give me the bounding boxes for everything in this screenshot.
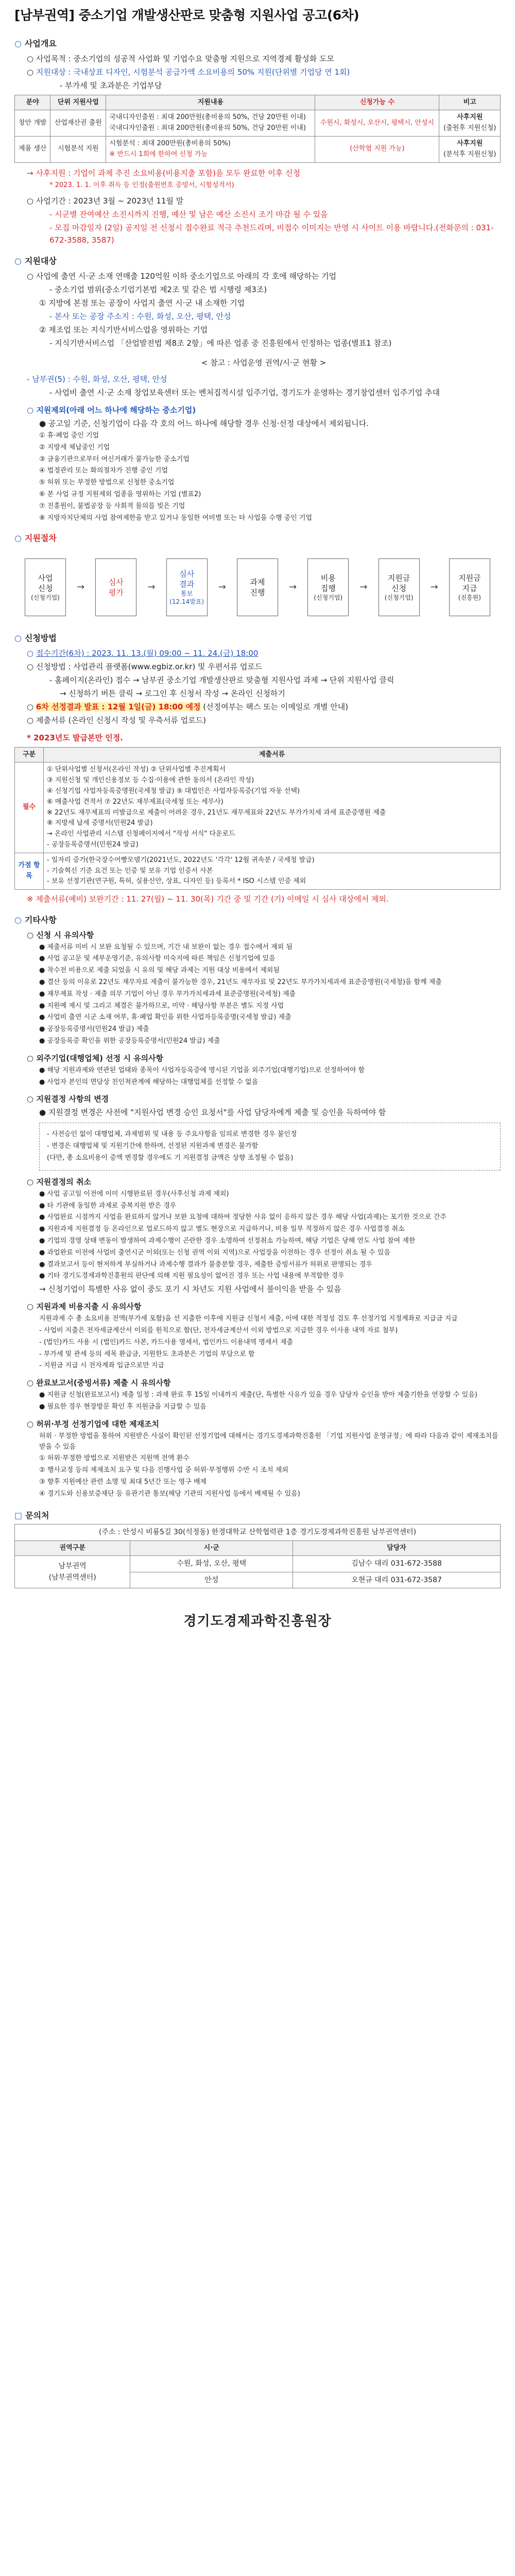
app-submit: ○ 제출서류 (온라인 신청시 작성 및 우측서류 업로드)	[27, 715, 206, 725]
overview-purpose: ○ 사업목적 : 중소기업의 성공적 사업화 및 기업수요 맞춤형 지원으로 지역경제 활성화 도모	[27, 54, 335, 63]
list-item: ⑦ 진흥원이, 불법공장 등 사회적 물의를 빚은 기업	[39, 502, 185, 510]
table-row: 안성 오현규 대리 031-672-3587	[15, 1572, 501, 1588]
circle-bullet-icon: ○	[14, 39, 22, 48]
list-item: - 지원금 지급 시 전자계좌 입금으로만 지급	[39, 1362, 164, 1370]
remark-sub: * 2023. 1. 1. 이후 취득 등 인정(출원번호 증빙서, 시험성적서)	[49, 181, 234, 189]
th-area: 분야	[15, 95, 50, 110]
list-item: ① 허위·부정한 방법으로 지원받은 지원액 전액 환수	[39, 1454, 190, 1463]
section-notes: ○ 기타사항	[14, 915, 57, 925]
list-item: ② 지방세 체납중인 기업	[39, 443, 110, 451]
th-content: 지원내용	[106, 95, 315, 110]
list-item: 지원과제 수 총 소요비용 전액(부가세 포함)을 선 지출한 이후에 지원금 신청서 제출, 이에 대한 적정성 검토 후 선정기업 지정계좌로 지급금 지급	[39, 1315, 458, 1323]
doc-line: - 일자리 증가(한국장수어빵모델기(2021년도, 2022년도 '각각' 12월 귀속분 / 국세청 발급)	[47, 856, 315, 864]
list-item: ● 사업자 본인의 면담상 친인척관계에 해당하는 대행업체를 선정할 수 없음	[39, 1078, 259, 1086]
list-item: ④ 법정관리 또는 화의절차가 진행 중인 기업	[39, 467, 168, 475]
period-note-2: - 모집 마감일자 (2일) 공지일 전 신청시 접수완료 적극 추천드리며, 비접수 이미지는 반영 시 사이트 이용 바랍니다.(전화문의 : 031-672-3588, 3587)	[49, 223, 494, 245]
th-documents: 제출서류	[44, 747, 501, 762]
box-line: - 변경은 대행업체 및 지원기간에 한하며, 선정된 지원과제 변경은 불가함	[47, 1142, 259, 1150]
doc-line: ④ 신청기업 사업자등록증명원(국세청 발급) ⑤ 대법인은 사업자등록증(기업 자동 선택)	[47, 787, 300, 795]
fraud-heading: ○ 허위·부정 선정기업에 대한 제재조치	[27, 1419, 160, 1429]
table-row: 제품 생산 시험분석 지원 시험분석 : 최대 200만원(총비용의 50%) ※ 반드시 1회에 한하여 신청 가능 (산학협 지원 가능) 사후지원 (분석후 지원신청)	[15, 136, 501, 162]
foreign-heading: ○ 외주기업(대행업체) 선정 시 유의사항	[27, 1053, 164, 1063]
period-note-1: - 시군별 잔여예산 소진시까지 진행, 예산 및 남은 예산 소진시 조기 마감 될 수 있음	[49, 210, 328, 219]
section-eligibility: ○ 지원대상	[14, 256, 57, 266]
section-contact: □ 문의처	[14, 1510, 49, 1520]
list-item: ⑧ 지방자치단체의 사업 참여제한을 받고 있거나 동일한 여비별 또는 타 사업을 수행 중인 기업	[39, 514, 313, 522]
result-text: ● 지원결정 변경은 사전에 "지원사업 변경 승인 요청서"를 사업 담당자에게 제출 및 승인을 득하여야 함	[39, 1108, 386, 1117]
caution-list	[27, 942, 501, 1047]
th-count: 신청가능 수	[315, 95, 439, 110]
cancel-list	[27, 1189, 501, 1282]
doc-line: ⑧ 지방세 납세 증명서(민원24 발급)	[47, 819, 153, 827]
list-item: ● 필요한 경우 현장방문 확인 후 지원금을 지급할 수 있음	[39, 1403, 207, 1411]
process-step: 심사 결과 통보 (12.14발표)	[166, 558, 208, 616]
process-step: 비용 집행 (신청기업)	[307, 558, 349, 616]
fee-list	[27, 1314, 501, 1371]
caution-heading: ○ 신청 시 유의사항	[27, 930, 94, 940]
doc-line: - 보유 선정기관(연구원, 특허, 실용신안, 상표, 디자인 등) 등록서 * ISO 시스템 인증 제외	[47, 877, 306, 886]
list-item: ② 행사교정 등의 제재조치 요구 및 다음 진행사업 중 허위·부정행위 수반 시 조치 제외	[39, 1466, 288, 1475]
elig-main: ○ 사업에 출연 시·군 소재 연매출 120억원 이하 중소기업으로 아래의 각 호에 해당하는 기업	[27, 271, 337, 281]
region-desc: - 사업비 출연 시·군 소재 창업보육센터 또는 벤처집적시설 입주기업, 경기도가 운영하는 경기창업센터 입주기업 추대	[49, 387, 440, 397]
list-item: - 사업비 지출은 전자세금계산서 이외를 원칙으로 함(단, 전자세금계산서 이외 방법으로 지급한 경우 이사용 내역 자료 첨부)	[39, 1327, 398, 1335]
arrow-right-icon: →	[430, 581, 438, 592]
th-category: 구분	[15, 747, 44, 762]
list-item: ● 결산 등의 이유로 22년도 재무자료 제출이 불가능한 경우, 21년도 재무자료 및 22년도 부가가치세과세 표준증명원(국세청)을 함께 제출	[39, 978, 442, 987]
doc-line: ① 단위사업별 신청서(온라인 작성) ② 단위사업별 추진계획서	[47, 766, 226, 774]
list-item: 허위 · 부정한 방법을 통하여 지원받은 사실이 확인된 선정기업에 대해서는 경기도경제과학진흥원 「기업 지원사업 운영규정」에 따라 다음과 같이 제재조치를 받을 수 있음	[39, 1432, 499, 1451]
table-row: 필수 ① 단위사업별 신청서(온라인 작성) ② 단위사업별 추진계획서 ③ 지원신청 및 개인신용정보 등 수집·이용에 관한 동의서 (온라인 작성) ④ 신청기업 사업자등록증명원(국세청 발급) ⑤ 대법인은 사업자등록증(기업 자동 선택) ⑥ 매출사업 견적서 ⑦ 22년도 재무제표(국세청 또는 세무사) ※ 22년도 재무제표의 미발급으로 제출이 어려운 경우, 21년도 재무제표와 22년도 부가가치세 과세 표준증명원 제출 ⑧ 지방세 납세 증명서(민원24 발급) → 온라인 사업관리 시스템 신청페이지에서 "작성 서식" 다운로드 - 공장등록증명서(민원24 발급)	[15, 762, 501, 853]
elig-main-sub: - 중소기업 범위(중소기업기본법 제2조 및 같은 법 시행령 제3조)	[49, 284, 267, 294]
list-item: ● 타 기관에 동일한 과제로 중복지원 받은 경우	[39, 1201, 177, 1210]
list-item: ● 공장등록증 확인을 위한 공장등록증명서(민원24 발급) 제출	[39, 1037, 220, 1045]
list-item: ● 기타 경기도경제과학진흥원의 판단에 의해 지원 필요성이 없어진 경우 또는 사업 내용에 부적합한 경우	[39, 1272, 345, 1280]
result-box	[39, 1123, 501, 1170]
square-bullet-icon: □	[14, 1510, 23, 1520]
remark: → 사후지원 : 기업이 과제 추진 소요비용(비용지출 포함)을 모두 완료한 이후 신청	[27, 168, 300, 178]
box-line: (다만, 총 소요비용이 증액 변경할 경우에도 기 지원결정 금액은 상향 조정될 수 없음)	[47, 1154, 294, 1162]
circle-bullet-icon: ○	[14, 256, 22, 266]
process-step: 심사 평가	[95, 558, 136, 616]
required-docs	[44, 762, 501, 853]
doc-line: ③ 지원신청 및 개인신용정보 등 수집·이용에 관한 동의서 (온라인 작성)	[47, 776, 254, 785]
list-item: - (법인)카드 사용 시 (법인)카드 사본, 카드사용 명세서, 법인카드 이용내역 명세서 제출	[39, 1338, 294, 1346]
box-line: - 사전승인 없이 대행업체, 과제범위 및 내용 등 주요사항을 임의로 변경한 경우 불인정	[47, 1130, 297, 1139]
list-item: ● 지원금 신청(완료보고서) 제출 일정 : 과제 완료 후 15일 이내까지 제출(단, 특별한 사유가 있을 경우 담당자 승인을 받아 제출기한을 연장할 수 있음)	[39, 1391, 477, 1399]
region-label: - 남부권(5) : 수원, 화성, 오산, 평택, 안성	[27, 374, 167, 384]
exclude-heading: ○ 지원제외(아래 어느 하나에 해당하는 중소기업)	[27, 405, 196, 415]
result-heading: ○ 지원결정 사항의 변경	[27, 1094, 109, 1104]
list-item: - 부가세 및 관세 등의 세목 환급금, 지원한도 초과분은 기업의 부담으로 함	[39, 1350, 255, 1358]
report-list	[27, 1390, 501, 1413]
doc-line: → 온라인 사업관리 시스템 신청페이지에서 "작성 서식" 다운로드	[47, 830, 235, 838]
arrow-right-icon: →	[77, 581, 85, 592]
process-step: 사업 신청 (신청기업)	[25, 558, 66, 616]
overview-target-note: - 부가세 및 초과분은 기업부담	[60, 80, 162, 90]
docs-heading: * 2023년도 발급본만 인정.	[27, 733, 123, 742]
list-item: ● 사업완료 시점까지 사업을 완료하지 않거나 보완 요청에 대하여 정당한 사유 없이 응하지 않은 경우 해당 사업(과제)는 포기한 것으로 간주	[39, 1213, 447, 1222]
doc-line: - 기술혁신 기준 요건 또는 인증 및 보유 기업 인증서 사본	[47, 867, 213, 875]
list-item: ⑤ 허위 또는 부정한 방법으로 신청한 중소기업	[39, 479, 175, 487]
list-item: ⑥ 본 사업 규정 지원제외 업종을 영위하는 기업 (별표2)	[39, 490, 201, 498]
list-item: ● 기업의 경영 상태 변동이 발생하여 과제수행이 곤란한 경우 소명하여 선정취소 가능하며, 해당 기업은 당해 연도 사업 참여 제한	[39, 1237, 416, 1245]
contact-table: (주소 : 안성시 비룡5길 30(석정동) 한경대학교 산학협력관 1층 경기도경제과학진흥원 남부권역센터) 권역구분 시·군 담당자 남부권역 (남부권역센터) 수원, 화성, 오산, 평택 김남수 대리 031-672-3588 안성 오현규 대리 031-672-3587	[14, 1524, 501, 1588]
process-step: 지원금 신청 (신청기업)	[379, 558, 420, 616]
list-item: ① 휴·폐업 중인 기업	[39, 431, 99, 439]
issuer-name: 경기도경제과학진흥원장	[183, 1614, 332, 1630]
list-item: ● 과업완료 이전에 사업비 출연시군 이외(또는 신청 권역 이외 지역)으로 사업장을 이전하는 경우 선정이 취소 될 수 있음	[39, 1248, 390, 1257]
circle-bullet-icon: ○	[14, 633, 22, 643]
elig-item-1: ① 지방에 본점 또는 공장이 사업지 출연 시·군 내 소재한 기업	[39, 298, 245, 308]
app-deadline: ○ 6차 선정결과 발표 : 12월 1일(금) 18:00 예정 (선정여부는 팩스 또는 이메일로 개별 안내)	[27, 702, 349, 711]
list-item: ③ 향후 지원예산 관련 소명 및 최대 5년간 또는 영구 배제	[39, 1478, 207, 1486]
list-item: ● 지원과제 지원결정 등 온라인으로 업로드하지 않고 별도 현장으로 지급하거나, 비용 일부 적정하지 않은 경우 사업결정 취소	[39, 1225, 405, 1233]
cancel-heading: ○ 지원결정의 취소	[27, 1177, 91, 1187]
process-flow	[14, 558, 501, 616]
extra-docs	[44, 853, 501, 889]
list-item: ● 결과보고서 등이 현저하게 부실하거나 과제수행 결과가 불충분할 경우, 제출한 증빙서류가 허위로 판명되는 경우	[39, 1260, 372, 1268]
list-item: ④ 경기도와 신용보증재단 등 유관기관 통보(해당 기관의 지원사업 등에서 배제될 수 있음)	[39, 1489, 300, 1498]
th-unit: 단위 지원사업	[50, 95, 106, 110]
period: ○ 사업기간 : 2023년 3월 ~ 2023년 11월 말	[27, 196, 184, 206]
section-process: ○ 지원절차	[14, 533, 57, 544]
section-overview: ○ 사업개요	[14, 39, 57, 48]
contact-address: (주소 : 안성시 비룡5길 30(석정동) 한경대학교 산학협력관 1층 경기도경제과학진흥원 남부권역센터)	[15, 1524, 501, 1540]
list-item: ● 사업 공고문 및 세부운영기준, 유의사항 미숙지에 따른 책임은 신청기업에 있음	[39, 955, 276, 963]
cancel-note: → 신청기업이 특별한 사유 없이 중도 포기 시 차년도 지원 사업에서 불이익을 받을 수 있음	[39, 1284, 341, 1294]
list-item: ③ 금융기관으로부터 여신거래가 불가능한 중소기업	[39, 455, 190, 463]
list-item: ● 사업비 출연 시군 소재 여부, 휴·폐업 확인을 위한 사업자등록증명(국세청 발급) 제출	[39, 1013, 291, 1022]
table-row: 남부권역 (남부권역센터) 수원, 화성, 오산, 평택 김남수 대리 031-672-3588	[15, 1556, 501, 1572]
doc-line: ※ 22년도 재무제표의 미발급으로 제출이 어려운 경우, 21년도 재무제표와 22년도 부가가치세 과세 표준증명원 제출	[47, 808, 386, 817]
elig-item-2-sub: - 지식기반서비스업 「산업발전법 제8조 2항」에 따른 업종 중 진흥원에서 인정하는 업종(별표1 참조)	[49, 338, 392, 348]
circle-bullet-icon: ○	[14, 533, 22, 544]
overview-table	[14, 95, 501, 163]
process-step: 지원금 지급 (진흥원)	[449, 558, 490, 616]
elig-item-2: ② 제조업 또는 지식기반서비스업을 영위하는 기업	[39, 325, 208, 334]
list-item: ● 착수전 비용으로 제출 되었을 시 유의 및 해당 과제는 지원 대상 비용에서 제외됨	[39, 967, 280, 975]
list-item: ● 재무제표 작성 · 제출 의무 기업이 아닌 경우 부가가치세과세 표준증명원(국세청) 제출	[39, 990, 296, 998]
table-row: 창안 개발 산업재산권 출원 국내디자인출원 : 최대 200만원(총비용의 50%, 건당 20만원 이내) 국내디자인출원 : 최대 200만원(총비용의 50%, 건당 20만원 이내) 수원시, 화성시, 오산시, 평택시, 안성시 사후지원 (출원후 지원신청)	[15, 110, 501, 137]
th-note: 비고	[439, 95, 501, 110]
app-period: ○ 접수기간(6차) : 2023. 11. 13.(월) 09:00 ~ 11. 24.(금) 18:00	[27, 648, 259, 658]
page-title: [남부권역] 중소기업 개발생산판로 맞춤형 지원사업 공고(6차)	[14, 8, 359, 23]
region-box-title: < 참고 : 사업운영 권역/시·군 현황 >	[201, 358, 327, 367]
app-method: ○ 신청방법 : 사업관리 플랫폼(www.egbiz.or.kr) 및 우편서류 업로드	[27, 662, 263, 671]
arrow-right-icon: →	[289, 581, 297, 592]
arrow-right-icon: →	[147, 581, 156, 592]
doc-line: - 공장등록증명서(민원24 발급)	[47, 840, 139, 849]
circle-bullet-icon: ○	[14, 915, 22, 925]
list-item: ● 제출서류 미비 시 보완 요청될 수 있으며, 기간 내 보완이 없는 경우 접수에서 제외 됨	[39, 943, 293, 951]
arrow-right-icon: →	[218, 581, 226, 592]
list-item: ● 공장등록증명서(민원24 발급) 제출	[39, 1025, 149, 1033]
overview-target: ○ 지원대상 : 국내상표 디자인, 시험분석 공급가액 소요비용의 50% 지원(단위별 기업당 연 1회)	[27, 67, 350, 77]
fee-heading: ○ 지원과제 비용지출 시 유의사항	[27, 1302, 142, 1312]
elig-item-1-sub: - 본사 또는 공장 주소지 : 수원, 화성, 오산, 평택, 안성	[49, 311, 231, 321]
section-application: ○ 신청방법	[14, 633, 57, 643]
report-heading: ○ 완료보고서(중빙서류) 제출 시 유의사항	[27, 1378, 171, 1388]
documents-table	[14, 747, 501, 890]
process-step: 과제 진행	[237, 558, 278, 616]
foreign-list	[27, 1065, 501, 1088]
exclude-list	[27, 431, 501, 523]
list-item: ● 지원예 제시 및 그리고 체결은 불가하므로, 미약 · 해당사항 부분은 별도 지정 사업	[39, 1002, 284, 1010]
doc-line: ⑥ 매출사업 견적서 ⑦ 22년도 재무제표(국세청 또는 세무사)	[47, 798, 224, 806]
list-item: ● 해당 지원과제와 연관된 업태와 종목이 사업자등록증에 명시된 기업을 외주기업(대행기업)으로 선정하여야 함	[39, 1066, 365, 1074]
list-item: ● 사업 공고일 이전에 이미 시행완료된 경우(사후신청 과제 제외)	[39, 1190, 229, 1198]
app-method-2: → 신청하기 버튼 클릭 → 로그인 후 신청서 작성 → 온라인 신청하기	[60, 688, 285, 698]
table-row: 가점 항목 - 일자리 증가(한국장수어빵모델기(2021년도, 2022년도 '각각' 12월 귀속분 / 국세청 발급) - 기술혁신 기준 요건 또는 인증 및 보유 기업 인증서 사본 - 보유 선정기관(연구원, 특허, 실용신안, 상표, 디자인 등) 등록서 * ISO 시스템 인증 제외	[15, 853, 501, 889]
arrow-right-icon: →	[359, 581, 368, 592]
fraud-list	[27, 1431, 501, 1500]
app-method-1: - 홈페이지(온라인) 접수 → 남부권 중소기업 개발생산판로 맞춤형 지원사업 과제 → 단위 지원사업 클릭	[49, 675, 394, 685]
docs-note: ※ 제출서류(예비) 보완기간 : 11. 27(월) ~ 11. 30(목) 기간 중 및 기간 (기) 이메일 시 심사 대상에서 제외.	[27, 894, 389, 904]
exclude-intro: ● 공고일 기준, 신청기업이 다음 각 호의 어느 하나에 해당할 경우 신청·선정 대상에서 제외됩니다.	[39, 418, 369, 428]
